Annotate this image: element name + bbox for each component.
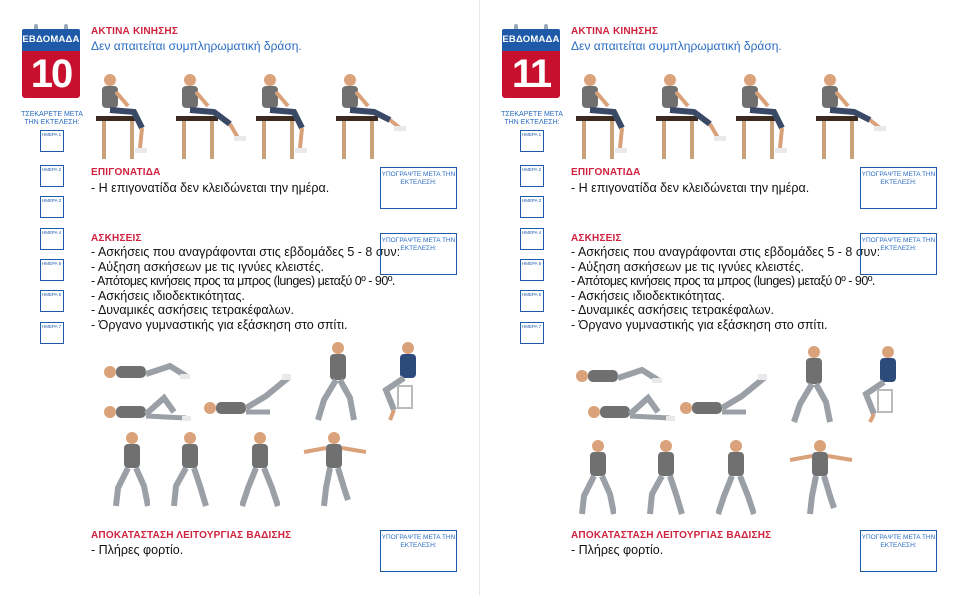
exercise-photo bbox=[110, 430, 150, 510]
kneecap-title: ΕΠΙΓΟΝΑΤΙΔΑ bbox=[571, 167, 641, 178]
day-label: ΗΜΕΡΑ 6 bbox=[42, 292, 62, 297]
signature-label: ΥΠΟΓΡΑΨΤΕ ΜΕΤΑ ΤΗΝ ΕΚΤΕΛΕΣΗ: bbox=[861, 534, 936, 549]
exercise-photo bbox=[676, 368, 768, 424]
day-5-checkbox[interactable] bbox=[40, 259, 64, 281]
exercise-item: - Ασκήσεις που αναγράφονται στις εβδομάδες 5 - 8 συν: bbox=[91, 245, 401, 259]
range-of-motion-title: ΑΚΤΙΝΑ ΚΙΝΗΣΗΣ bbox=[91, 26, 179, 37]
week-number: 11 bbox=[502, 51, 560, 98]
kneecap-section bbox=[571, 167, 809, 196]
gait-signature-box[interactable] bbox=[380, 530, 457, 572]
range-of-motion-text: Δεν απαιτείται συμπληρωματική δράση. bbox=[91, 39, 302, 53]
exercise-photo bbox=[572, 352, 664, 388]
exercise-photo bbox=[240, 430, 280, 510]
day-label: ΗΜΕΡΑ 1 bbox=[522, 132, 542, 137]
week-10-page bbox=[0, 0, 479, 595]
week-11-page bbox=[480, 0, 959, 595]
exercise-photo bbox=[576, 438, 616, 518]
kneecap-signature-box[interactable] bbox=[380, 167, 457, 209]
exercise-item: - Ασκήσεις που αναγράφονται στις εβδομάδες 5 - 8 συν: bbox=[571, 245, 881, 259]
day-label: ΗΜΕΡΑ 7 bbox=[522, 324, 542, 329]
exercise-photo bbox=[200, 368, 292, 424]
day-label: ΗΜΕΡΑ 2 bbox=[42, 167, 62, 172]
exercise-photo bbox=[648, 72, 726, 162]
kneecap-signature-box[interactable] bbox=[860, 167, 937, 209]
standing-exercise-photos bbox=[110, 430, 370, 510]
day-label: ΗΜΕΡΑ 1 bbox=[42, 132, 62, 137]
day-7-checkbox[interactable] bbox=[40, 322, 64, 344]
exercises-section bbox=[571, 233, 880, 332]
range-of-motion-section bbox=[91, 26, 302, 53]
signature-label: ΥΠΟΓΡΑΨΤΕ ΜΕΤΑ ΤΗΝ ΕΚΤΕΛΕΣΗ: bbox=[861, 171, 936, 186]
exercise-photo bbox=[376, 340, 430, 424]
gait-text: - Πλήρες φορτίο. bbox=[571, 543, 664, 557]
week-calendar-badge bbox=[502, 24, 560, 98]
day-2-checkbox[interactable] bbox=[40, 165, 64, 187]
day-3-checkbox[interactable] bbox=[40, 196, 64, 218]
exercise-photo bbox=[786, 438, 856, 518]
exercise-item: - Όργανο γυμναστικής για εξάσκηση στο σπίτι. bbox=[571, 317, 828, 332]
exercise-item: - Απότομες κινήσεις προς τα μπρος (lunges) μεταξύ 0º - 90º. bbox=[571, 274, 875, 288]
day-label: ΗΜΕΡΑ 3 bbox=[522, 198, 542, 203]
week-number: 10 bbox=[22, 51, 80, 98]
day-6-checkbox[interactable] bbox=[40, 290, 64, 312]
exercise-photo bbox=[788, 344, 838, 424]
exercise-photo bbox=[808, 72, 886, 162]
day-2-checkbox[interactable] bbox=[520, 165, 544, 187]
exercise-photo bbox=[856, 344, 910, 424]
gait-title: ΑΠΟΚΑΤΑΣΤΑΣΗ ΛΕΙΤΟΥΡΓΙΑΣ ΒΑΔΙΣΗΣ bbox=[91, 530, 292, 541]
exercise-photo bbox=[170, 430, 210, 510]
range-of-motion-title: ΑΚΤΙΝΑ ΚΙΝΗΣΗΣ bbox=[571, 26, 659, 37]
exercise-photo bbox=[168, 72, 246, 162]
seated-extension-photos bbox=[88, 72, 408, 162]
tick-after-note: ΤΣΕΚΑΡΕΤΕ ΜΕΤΑ ΤΗΝ ΕΚΤΕΛΕΣΗ: bbox=[501, 111, 563, 126]
seated-extension-photos bbox=[568, 72, 888, 162]
week-calendar-badge bbox=[22, 24, 80, 98]
exercise-item: - Απότομες κινήσεις προς τα μπρος (lunges) μεταξύ 0º - 90º. bbox=[91, 274, 395, 288]
exercise-photo bbox=[646, 438, 686, 518]
day-6-checkbox[interactable] bbox=[520, 290, 544, 312]
signature-label: ΥΠΟΓΡΑΨΤΕ ΜΕΤΑ ΤΗΝ ΕΚΤΕΛΕΣΗ: bbox=[381, 534, 456, 549]
day-label: ΗΜΕΡΑ 5 bbox=[522, 261, 542, 266]
signature-label: ΥΠΟΓΡΑΨΤΕ ΜΕΤΑ ΤΗΝ ΕΚΤΕΛΕΣΗ: bbox=[861, 237, 936, 252]
day-3-checkbox[interactable] bbox=[520, 196, 544, 218]
exercise-item: - Ασκήσεις ιδιοδεκτικότητας. bbox=[91, 288, 245, 303]
tick-after-note: ΤΣΕΚΑΡΕΤΕ ΜΕΤΑ ΤΗΝ ΕΚΤΕΛΕΣΗ: bbox=[21, 111, 83, 126]
exercise-photo bbox=[312, 340, 362, 424]
week-label: ΕΒΔΟΜΑΔΑ bbox=[22, 29, 80, 51]
day-label: ΗΜΕΡΑ 6 bbox=[522, 292, 542, 297]
exercise-photo bbox=[248, 72, 326, 162]
gait-title: ΑΠΟΚΑΤΑΣΤΑΣΗ ΛΕΙΤΟΥΡΓΙΑΣ ΒΑΔΙΣΗΣ bbox=[571, 530, 772, 541]
exercise-photo bbox=[100, 388, 192, 424]
exercises-section bbox=[91, 233, 400, 332]
exercise-photo bbox=[300, 430, 370, 510]
exercises-signature-box[interactable] bbox=[380, 233, 457, 275]
range-of-motion-text: Δεν απαιτείται συμπληρωματική δράση. bbox=[571, 39, 782, 53]
exercise-photo bbox=[568, 72, 646, 162]
gait-section bbox=[91, 530, 291, 558]
exercise-photo bbox=[100, 348, 192, 384]
day-7-checkbox[interactable] bbox=[520, 322, 544, 344]
exercise-photo bbox=[328, 72, 406, 162]
day-label: ΗΜΕΡΑ 2 bbox=[522, 167, 542, 172]
kneecap-text: - Η επιγονατίδα δεν κλειδώνεται την ημέρα. bbox=[91, 181, 330, 195]
standing-exercise-photos bbox=[576, 438, 876, 518]
gait-section bbox=[571, 530, 771, 558]
exercise-item: - Αύξηση ασκήσεων με τις ιγνύες κλειστές. bbox=[91, 259, 324, 274]
exercise-item: - Δυναμικές ασκήσεις τετρακέφαλων. bbox=[91, 303, 295, 317]
gait-text: - Πλήρες φορτίο. bbox=[91, 543, 184, 557]
day-4-checkbox[interactable] bbox=[40, 228, 64, 250]
day-label: ΗΜΕΡΑ 4 bbox=[42, 230, 62, 235]
exercise-photo bbox=[88, 72, 166, 162]
exercises-title: ΑΣΚΗΣΕΙΣ bbox=[91, 233, 142, 244]
gait-signature-box[interactable] bbox=[860, 530, 937, 572]
week-label: ΕΒΔΟΜΑΔΑ bbox=[502, 29, 560, 51]
exercise-item: - Ασκήσεις ιδιοδεκτικότητας. bbox=[571, 288, 725, 303]
day-1-checkbox[interactable] bbox=[520, 130, 544, 152]
day-label: ΗΜΕΡΑ 7 bbox=[42, 324, 62, 329]
exercise-item: - Δυναμικές ασκήσεις τετρακέφαλων. bbox=[571, 303, 775, 317]
floor-exercise-photos bbox=[572, 352, 912, 426]
day-4-checkbox[interactable] bbox=[520, 228, 544, 250]
range-of-motion-section bbox=[571, 26, 782, 53]
day-label: ΗΜΕΡΑ 3 bbox=[42, 198, 62, 203]
exercise-photo bbox=[584, 388, 676, 424]
day-label: ΗΜΕΡΑ 4 bbox=[522, 230, 542, 235]
signature-label: ΥΠΟΓΡΑΨΤΕ ΜΕΤΑ ΤΗΝ ΕΚΤΕΛΕΣΗ: bbox=[381, 237, 456, 252]
exercise-photo bbox=[728, 72, 806, 162]
day-label: ΗΜΕΡΑ 5 bbox=[42, 261, 62, 266]
day-1-checkbox[interactable] bbox=[40, 130, 64, 152]
exercise-item: - Όργανο γυμναστικής για εξάσκηση στο σπίτι. bbox=[91, 317, 348, 332]
floor-exercise-photos bbox=[100, 348, 430, 426]
exercise-photo bbox=[716, 438, 756, 518]
kneecap-text: - Η επιγονατίδα δεν κλειδώνεται την ημέρα. bbox=[571, 181, 810, 195]
kneecap-section bbox=[91, 167, 329, 196]
kneecap-title: ΕΠΙΓΟΝΑΤΙΔΑ bbox=[91, 167, 161, 178]
exercises-signature-box[interactable] bbox=[860, 233, 937, 275]
exercises-title: ΑΣΚΗΣΕΙΣ bbox=[571, 233, 622, 244]
day-5-checkbox[interactable] bbox=[520, 259, 544, 281]
exercise-item: - Αύξηση ασκήσεων με τις ιγνύες κλειστές. bbox=[571, 259, 804, 274]
signature-label: ΥΠΟΓΡΑΨΤΕ ΜΕΤΑ ΤΗΝ ΕΚΤΕΛΕΣΗ: bbox=[381, 171, 456, 186]
